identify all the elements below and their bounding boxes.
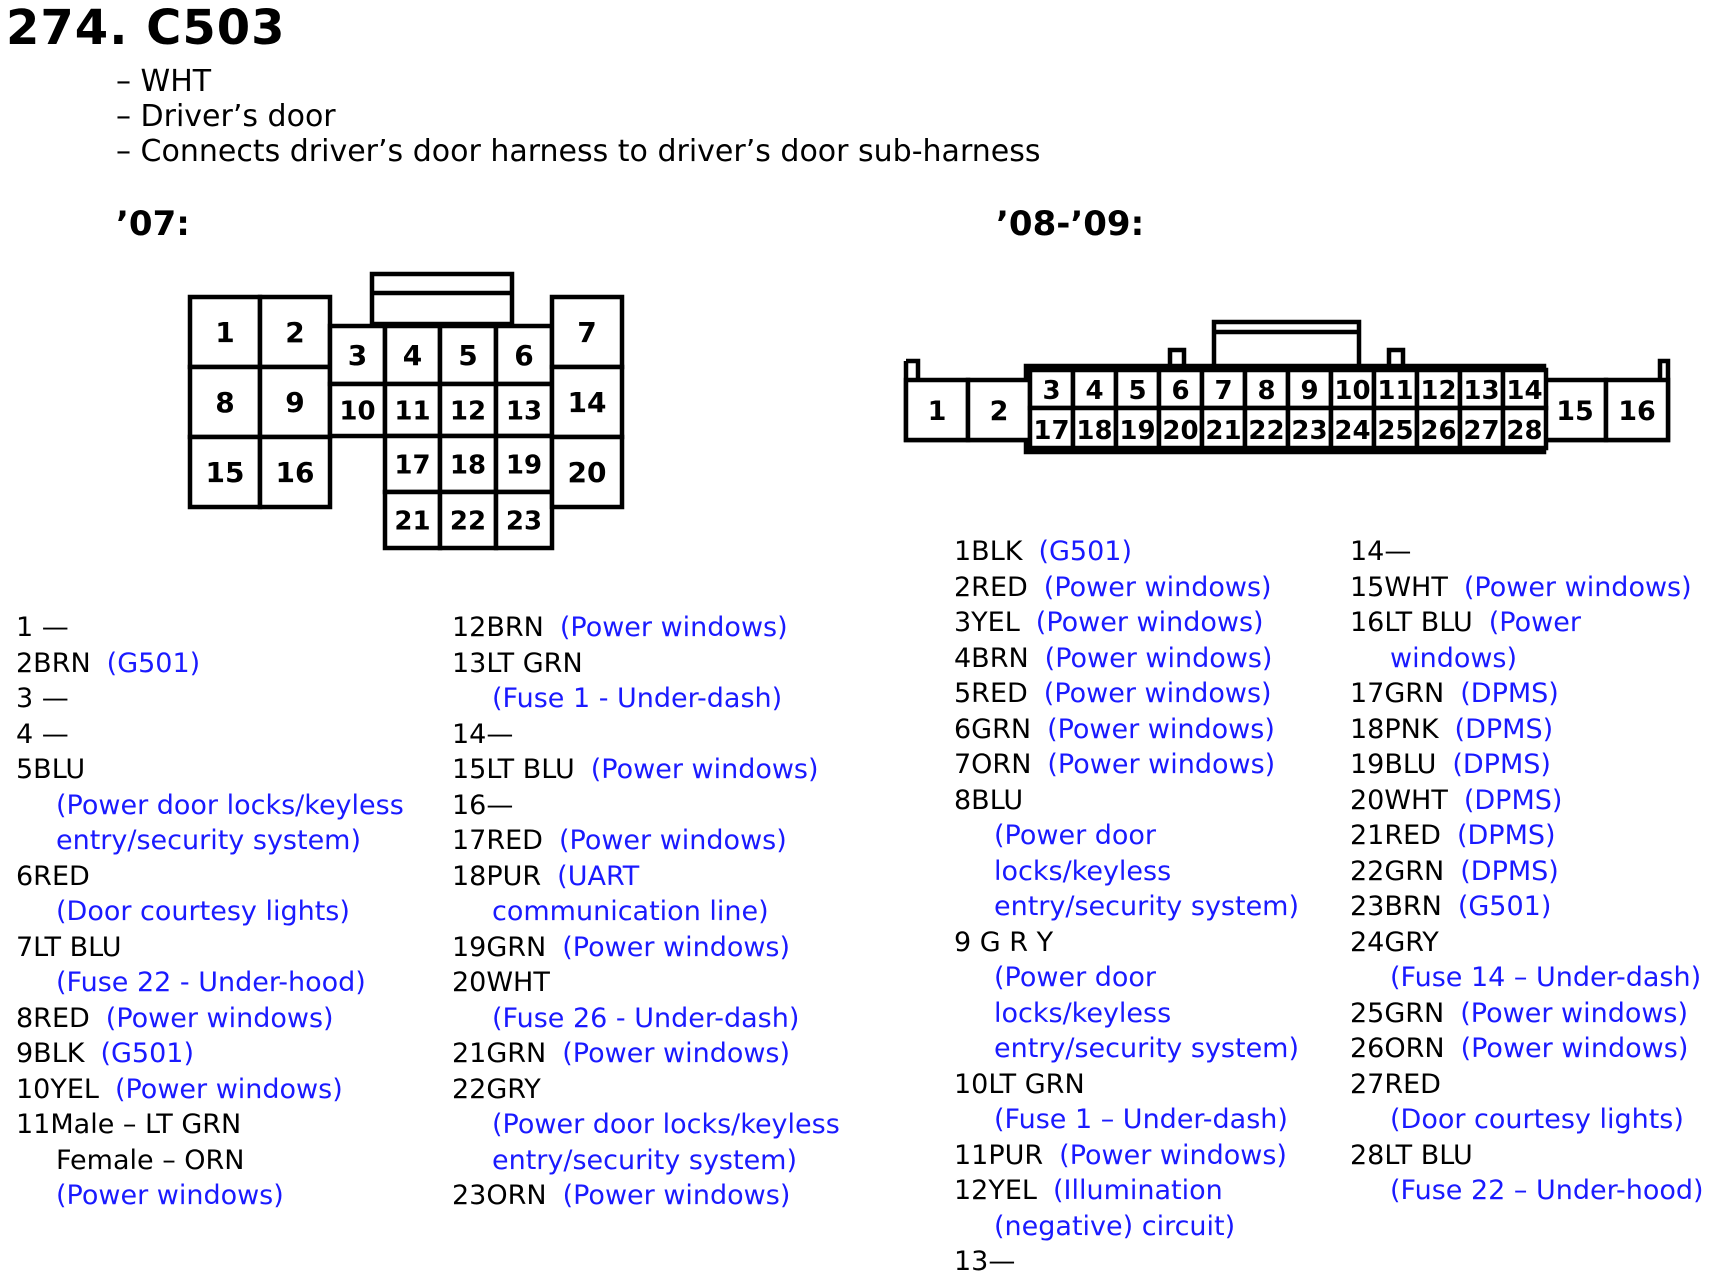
connector-08-pin-label: 28: [1506, 416, 1543, 446]
pin-wire-code: 17GRN: [1350, 678, 1445, 709]
pin-wire-code: 10LT GRN: [954, 1068, 1085, 1100]
pin-entry: [452, 965, 840, 1001]
pin-circuit-description: (G501): [1038, 536, 1132, 567]
pin-entry: [954, 641, 1299, 677]
connector-07-pin-label: 10: [339, 396, 376, 427]
pin-circuit-description: (Illumination: [1052, 1175, 1223, 1206]
connector-08-pin-label: 14: [1506, 376, 1543, 406]
pin-circuit-description: (Power windows): [562, 1038, 791, 1069]
pin-wire-code: 2RED: [954, 571, 1028, 603]
connector-08-pin-label: 11: [1377, 376, 1414, 406]
connector-07-pin-label: 11: [394, 396, 431, 427]
pin-description-line: communication line): [492, 896, 769, 927]
connector-08-pin-label: 5: [1128, 376, 1147, 406]
pin-wire-code: 13—: [954, 1246, 1016, 1277]
pin-wire-code: 23BRN: [1350, 891, 1442, 922]
pin-entry: [16, 1036, 404, 1072]
pin-description-line: entry/security system): [492, 1144, 798, 1176]
pin-wire-code: 6RED: [16, 860, 90, 892]
connector-07-pin-label: 14: [567, 386, 607, 420]
pin-circuit-description: (DPMS): [1463, 784, 1563, 816]
pin-entry: [16, 717, 404, 753]
connector-08-pin-label: 6: [1171, 376, 1190, 406]
pin-entry: [16, 1001, 404, 1037]
page-title: 274. C503: [6, 0, 286, 56]
connector-07-pin-label: 20: [567, 456, 607, 490]
pin-entry: [16, 859, 404, 895]
connector-07-pin-label: 4: [402, 339, 423, 373]
pin-description-line: (Fuse 22 – Under-hood): [1390, 1175, 1704, 1206]
connector-07-pin-label: 15: [205, 456, 245, 490]
pin-description-line: (Power door: [994, 820, 1157, 851]
pin-entry: [1350, 1138, 1704, 1174]
pin-wire-code: 2BRN: [16, 647, 91, 679]
pin-entry: [16, 930, 404, 966]
connector-07-pin-label: 6: [514, 339, 534, 373]
pin-wire-code: 21RED: [1350, 820, 1441, 851]
pin-entry: [452, 823, 840, 859]
pin-entry: [452, 610, 840, 646]
pin-description-line: (Fuse 26 - Under-dash): [492, 1002, 800, 1034]
pin-wire-code: 9BLK: [16, 1038, 85, 1069]
connector-08-pin-label: 23: [1291, 416, 1328, 446]
connector-08-pin-label: 4: [1085, 376, 1104, 406]
pin-entry: [452, 752, 840, 788]
pin-wire-code: 12BRN: [452, 612, 544, 643]
pin-entry: [954, 783, 1299, 819]
pin-wire-code: 18PUR: [452, 860, 542, 892]
connector-07-pin-label: 9: [285, 386, 305, 420]
connector-08-pin-label: 3: [1042, 376, 1061, 406]
pin-description-line: (Power door locks/keyless: [492, 1109, 840, 1140]
pin-wire-code: 1BLK: [954, 536, 1023, 567]
pin-circuit-description: (Power windows): [1460, 1033, 1689, 1064]
pin-circuit-description: (Power windows): [1044, 642, 1273, 674]
pin-wire-code: 11Male – LT GRN: [16, 1109, 242, 1140]
connector-07-pin-label: 16: [275, 456, 315, 490]
connector-07-pin-label: 8: [215, 386, 235, 420]
pin-entry: [1350, 712, 1704, 748]
pin-circuit-description: (Power windows): [1460, 997, 1689, 1029]
pin-entry: [1350, 1067, 1704, 1103]
pin-entry: [16, 752, 404, 788]
connector-07-pin-label: 21: [394, 506, 431, 537]
pin-wire-code: 14—: [1350, 536, 1412, 567]
pin-entry: [1350, 783, 1704, 819]
pin-description-line: Female – ORN: [56, 1144, 245, 1176]
pin-description-line: (negative) circuit): [994, 1210, 1236, 1242]
pin-entry: [1350, 605, 1704, 641]
pin-wire-code: 24GRY: [1350, 926, 1439, 958]
pin-entry: [1350, 534, 1704, 570]
pin-wire-code: 15WHT: [1350, 571, 1448, 603]
connector-08-pin-label: 1: [927, 396, 947, 427]
pin-circuit-description: (Power windows): [1047, 713, 1275, 745]
pin-circuit-description: (Power windows): [114, 1073, 343, 1105]
pin-wire-code: 7LT BLU: [16, 931, 122, 963]
connector-07-pin-label: 19: [505, 450, 543, 481]
pins-08-column-2: [1350, 534, 1704, 1209]
year-08-09-label: ’08-’09:: [996, 204, 1145, 244]
pin-circuit-description: (Power windows): [1035, 607, 1264, 638]
pins-08-column-1: [954, 534, 1299, 1280]
pin-entry: [452, 717, 840, 753]
pin-description-line: (Fuse 1 – Under-dash): [994, 1104, 1288, 1135]
pin-entry: [954, 605, 1299, 641]
pin-description-line: (Door courtesy lights): [1390, 1104, 1684, 1135]
pin-wire-code: 25GRN: [1350, 997, 1445, 1029]
pin-description-line: (Fuse 22 - Under-hood): [56, 967, 366, 998]
pin-circuit-description: (Power windows): [1463, 571, 1692, 603]
connector-07-pin-label: 13: [505, 396, 543, 427]
pin-wire-code: 26ORN: [1350, 1033, 1445, 1064]
pin-wire-code: 22GRN: [1350, 855, 1445, 887]
pin-circuit-description: (Power windows): [105, 1002, 334, 1034]
pin-wire-code: 17RED: [452, 825, 543, 856]
pin-circuit-description: (Power windows): [1043, 678, 1272, 709]
connector-08-pin-label: 17: [1033, 416, 1070, 446]
pin-entry: [1350, 676, 1704, 712]
connector-07-pin-label: 7: [577, 316, 597, 350]
pin-description-line: entry/security system): [994, 1033, 1300, 1064]
year-07-label: ’07:: [116, 204, 190, 244]
pin-wire-code: 8BLU: [954, 784, 1024, 816]
connector-08-pin-label: 13: [1463, 376, 1500, 406]
connector-08-pin-label: 18: [1076, 416, 1113, 446]
pin-description-line: (Power door: [994, 962, 1157, 993]
pin-entry: [1350, 747, 1704, 783]
pin-entry: [954, 1067, 1299, 1103]
pin-description-line: entry/security system): [56, 825, 362, 856]
pin-circuit-description: (G501): [100, 1038, 194, 1069]
pin-circuit-description: (DPMS): [1452, 749, 1551, 780]
pin-wire-code: 3 —: [16, 683, 69, 714]
connector-07-pin-label: 1: [215, 316, 235, 350]
pin-description-line: locks/keyless: [994, 997, 1172, 1029]
pin-entry: [954, 570, 1299, 606]
pin-circuit-description: (DPMS): [1456, 820, 1556, 851]
connector-08-pin-label: 16: [1618, 396, 1656, 427]
pin-entry: [452, 859, 840, 895]
connector-07-pin-label: 22: [449, 506, 487, 537]
pin-wire-code: 5RED: [954, 678, 1028, 709]
pin-entry: [1350, 854, 1704, 890]
pins-07-column-1: [16, 610, 404, 1214]
pin-wire-code: 27RED: [1350, 1068, 1441, 1100]
pin-wire-code: 9 G R Y: [954, 926, 1054, 958]
pin-entry: [1350, 889, 1704, 925]
pin-wire-code: 4 —: [16, 718, 69, 750]
pin-circuit-description: (Power windows): [562, 1180, 791, 1211]
pin-circuit-description: (Power windows): [1059, 1139, 1287, 1171]
pin-wire-code: 19BLU: [1350, 749, 1437, 780]
connector-07-pin-label: 23: [505, 506, 543, 537]
pin-wire-code: 22GRY: [452, 1073, 541, 1105]
pin-wire-code: 4BRN: [954, 642, 1029, 674]
pin-entry: [1350, 818, 1704, 854]
pin-wire-code: 16LT BLU: [1350, 607, 1473, 638]
pin-wire-code: 28LT BLU: [1350, 1139, 1473, 1171]
connector-07-pin-label: 5: [458, 339, 478, 373]
pin-entry: [452, 1178, 840, 1214]
pin-entry: [1350, 570, 1704, 606]
pin-wire-code: 13LT GRN: [452, 647, 583, 679]
pin-entry: [1350, 1031, 1704, 1067]
pin-circuit-description: (DPMS): [1460, 678, 1559, 709]
pin-circuit-description: (DPMS): [1460, 855, 1559, 887]
pin-description-line: windows): [1390, 642, 1518, 674]
pin-entry: [452, 788, 840, 824]
connector-07-pin-label: 3: [347, 339, 368, 373]
connector-08-pin-label: 21: [1205, 416, 1242, 446]
pin-wire-code: 15LT BLU: [452, 754, 575, 785]
connector-07-pin-label: 2: [285, 316, 305, 350]
pin-circuit-description: (Power windows): [559, 612, 788, 643]
connector-08-pin-label: 22: [1248, 416, 1285, 446]
pin-circuit-description: (Power windows): [1047, 749, 1276, 780]
pin-wire-code: 18PNK: [1350, 713, 1439, 745]
pin-description-line: (Power windows): [56, 1180, 284, 1211]
pin-wire-code: 11PUR: [954, 1139, 1044, 1171]
pin-wire-code: 19GRN: [452, 931, 547, 963]
description-line: – WHT: [116, 64, 212, 99]
pin-description-line: entry/security system): [994, 891, 1300, 922]
description-line: – Connects driver’s door harness to driver’s door sub-harness: [116, 134, 1041, 169]
pin-circuit-description: (G501): [106, 647, 201, 679]
pin-entry: [16, 681, 404, 717]
pin-entry: [954, 925, 1299, 961]
pin-entry: [452, 1072, 840, 1108]
pin-entry: [16, 646, 404, 682]
pins-07-column-2: [452, 610, 840, 1214]
connector-07-pin-label: 18: [449, 450, 487, 481]
pin-wire-code: 14—: [452, 718, 514, 750]
pin-wire-code: 7ORN: [954, 749, 1032, 780]
connector-08-pin-label: 27: [1463, 416, 1500, 446]
pin-wire-code: 12YEL: [954, 1175, 1037, 1206]
pin-wire-code: 10YEL: [16, 1073, 99, 1105]
pin-circuit-description: (G501): [1457, 891, 1552, 922]
pin-entry: [954, 534, 1299, 570]
pin-wire-code: 5BLU: [16, 754, 86, 785]
pin-circuit-description: (Power windows): [590, 754, 819, 785]
pin-wire-code: 3YEL: [954, 607, 1020, 638]
pin-entry: [452, 930, 840, 966]
connector-08-pin-label: 24: [1334, 416, 1371, 446]
connector-07-pin-label: 12: [449, 396, 487, 427]
pin-entry: [16, 1107, 404, 1143]
pin-wire-code: 8RED: [16, 1002, 90, 1034]
pin-entry: [954, 1138, 1299, 1174]
pin-circuit-description: (Power windows): [562, 931, 791, 963]
pin-entry: [452, 646, 840, 682]
connector-08-pin-label: 19: [1119, 416, 1156, 446]
pin-entry: [954, 747, 1299, 783]
connector-08-pin-label: 7: [1214, 376, 1233, 406]
pin-entry: [954, 676, 1299, 712]
connector-08-pin-label: 12: [1420, 376, 1457, 406]
pin-entry: [954, 1173, 1299, 1209]
pin-wire-code: 16—: [452, 789, 514, 821]
connector-08-pin-label: 26: [1420, 416, 1457, 446]
pin-wire-code: 23ORN: [452, 1180, 547, 1211]
pin-circuit-description: (DPMS): [1454, 713, 1554, 745]
pin-circuit-description: (Power: [1488, 607, 1581, 638]
pin-wire-code: 1 —: [16, 612, 69, 643]
pin-entry: [954, 1244, 1299, 1280]
connector-08-pin-label: 9: [1300, 376, 1319, 406]
pin-description-line: locks/keyless: [994, 855, 1172, 887]
connector-08-pin-label: 10: [1334, 376, 1371, 406]
connector-08-pin-label: 25: [1377, 416, 1414, 446]
connector-08-pin-label: 2: [989, 396, 1009, 427]
description-line: – Driver’s door: [116, 99, 336, 134]
pin-wire-code: 20WHT: [1350, 784, 1448, 816]
pin-description-line: (Power door locks/keyless: [56, 789, 404, 821]
pin-wire-code: 6GRN: [954, 713, 1032, 745]
pin-description-line: (Fuse 14 – Under-dash): [1390, 962, 1702, 993]
connector-08-pin-label: 8: [1257, 376, 1276, 406]
connector-07-pin-label: 17: [394, 450, 431, 481]
pin-wire-code: 21GRN: [452, 1038, 547, 1069]
connector-08-pin-label: 15: [1556, 396, 1594, 427]
pin-description-line: (Door courtesy lights): [56, 896, 350, 927]
pin-circuit-description: (UART: [557, 860, 640, 892]
pin-entry: [16, 610, 404, 646]
pin-description-line: (Fuse 1 - Under-dash): [492, 683, 783, 714]
pin-entry: [1350, 925, 1704, 961]
connector-08-pin-label: 20: [1162, 416, 1199, 446]
pin-entry: [452, 1036, 840, 1072]
pin-entry: [1350, 996, 1704, 1032]
pin-circuit-description: (Power windows): [558, 825, 787, 856]
pin-entry: [16, 1072, 404, 1108]
pin-circuit-description: (Power windows): [1043, 571, 1272, 603]
pin-wire-code: 20WHT: [452, 967, 550, 998]
pin-entry: [954, 712, 1299, 748]
